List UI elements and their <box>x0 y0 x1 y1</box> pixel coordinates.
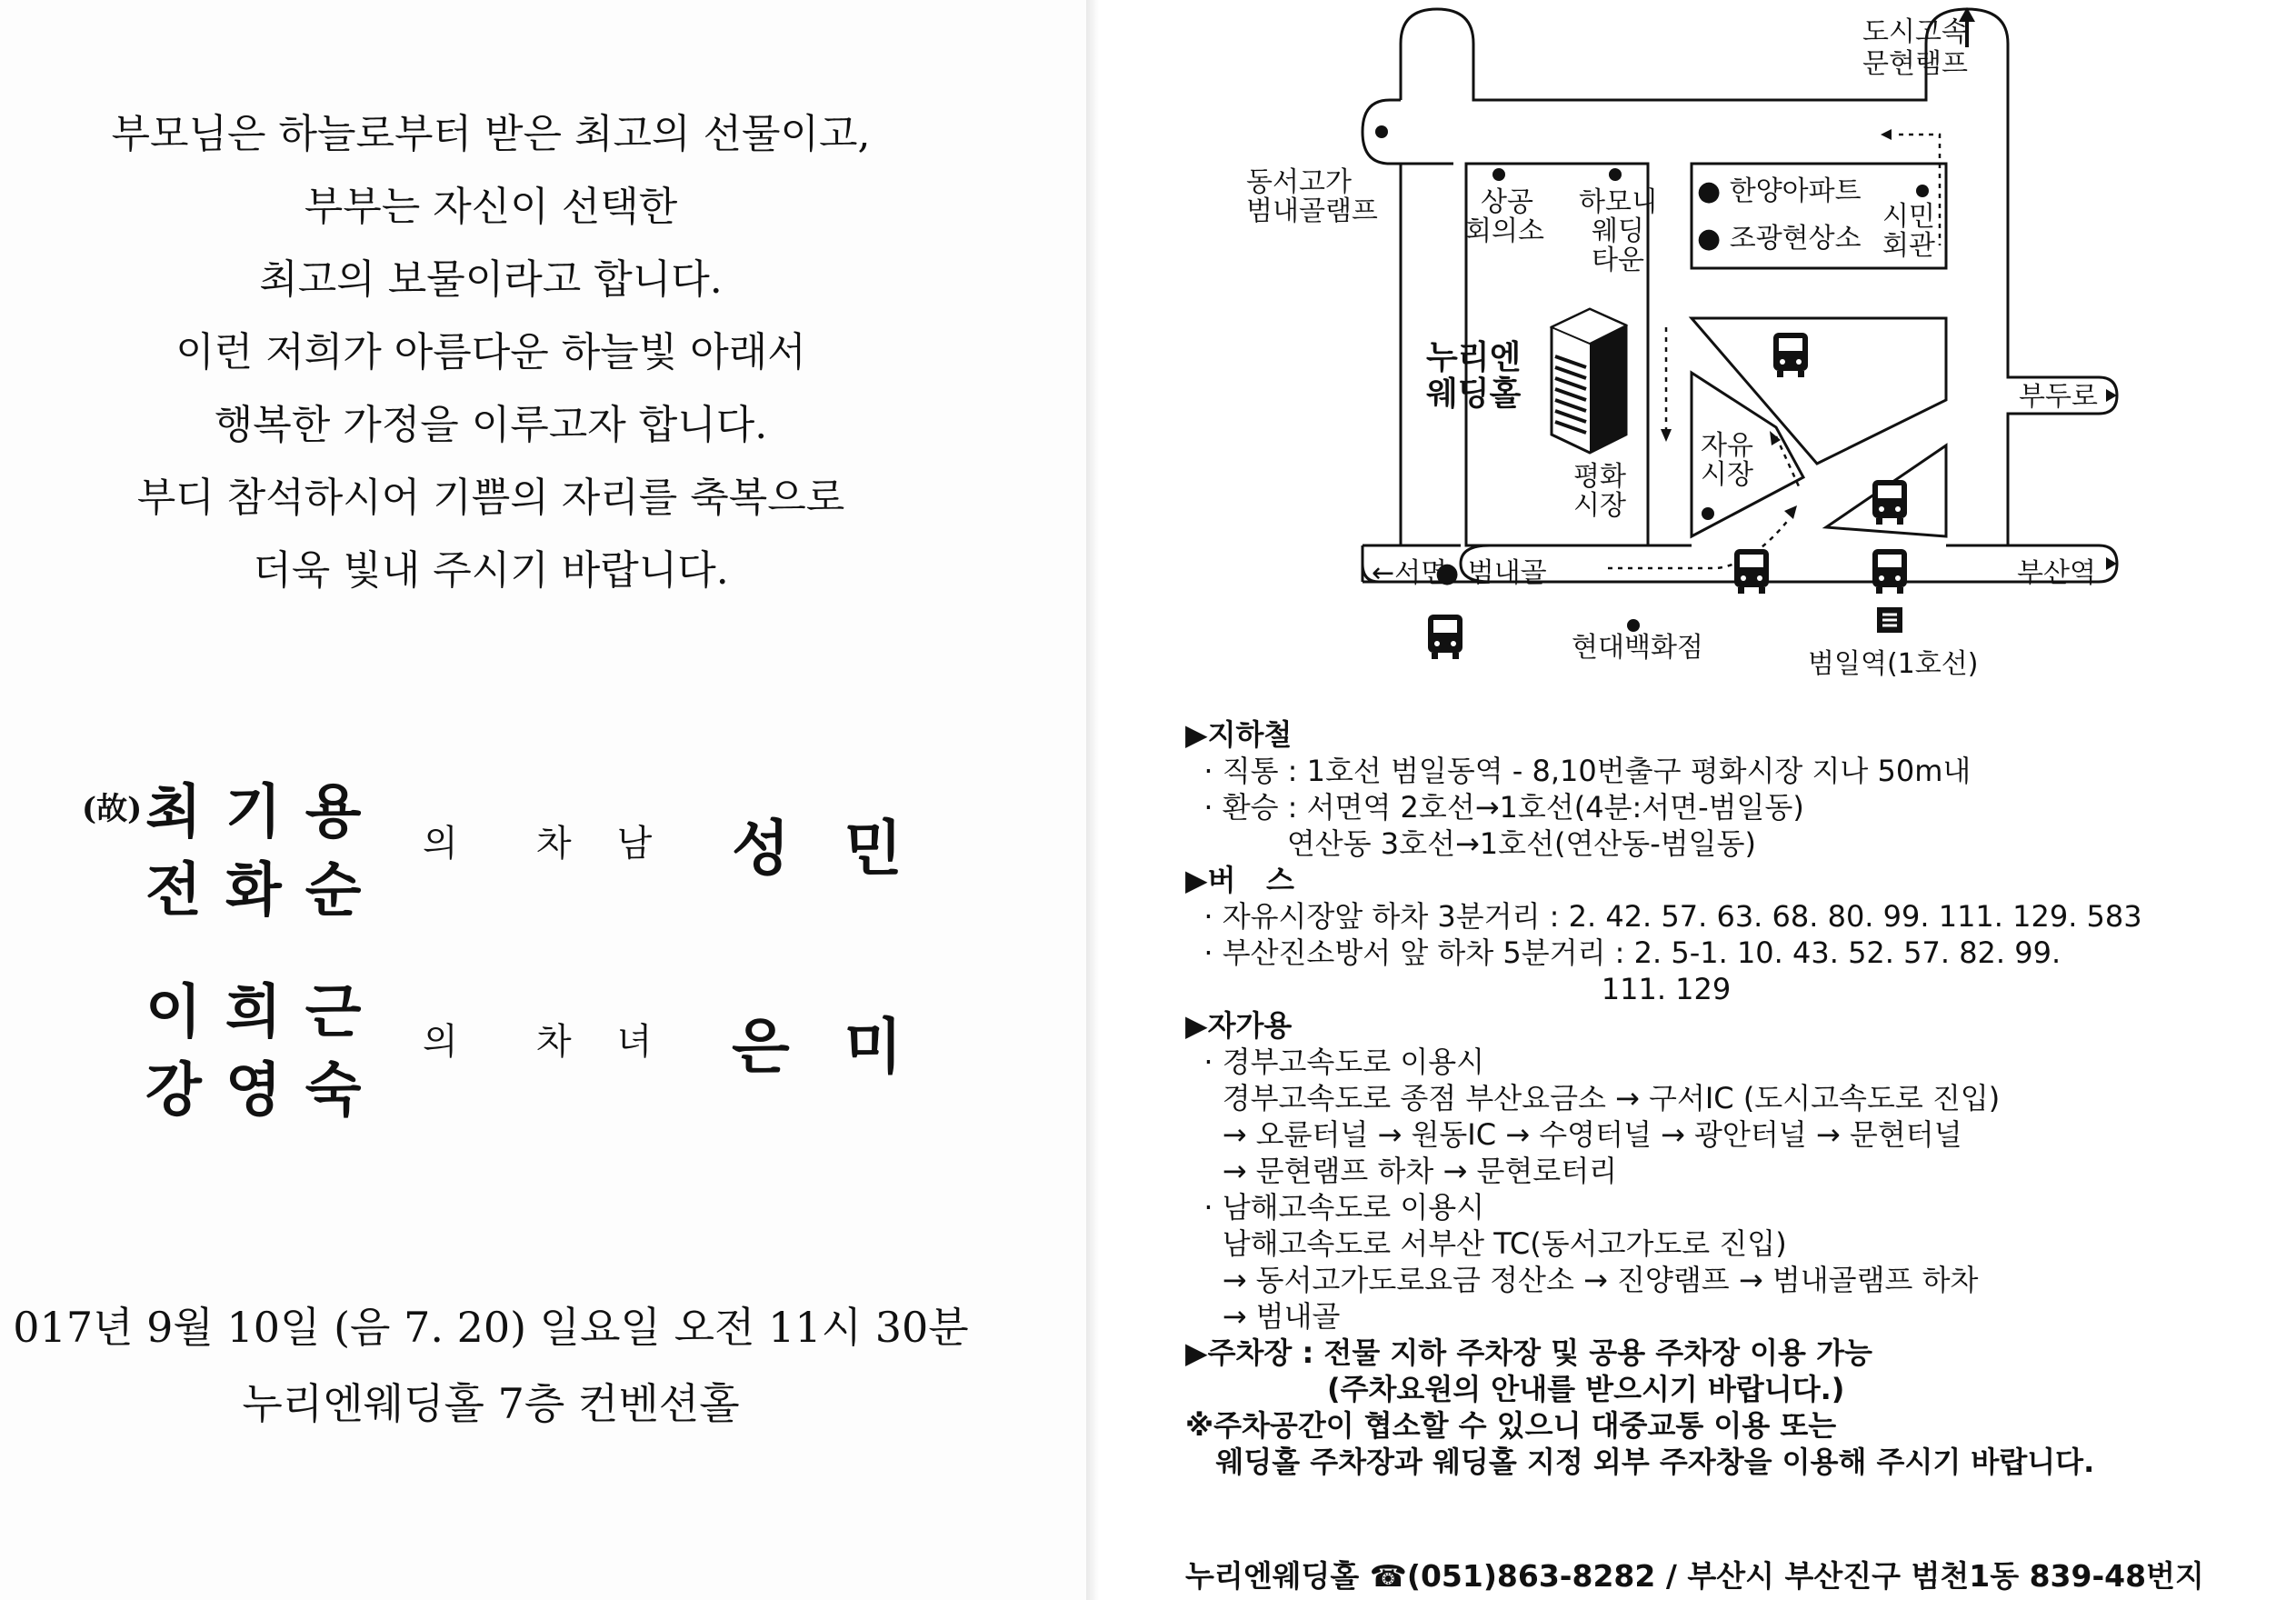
subway-heading: ▶지하철 <box>1185 717 1293 752</box>
location-map <box>1099 0 2296 718</box>
bus-route: · 자유시장앞 하차 3분거리 : 2. 42. 57. 63. 68. 80. 99. 111. 129. 583 <box>1185 899 2142 934</box>
groom-mother-name: 전화순 <box>145 856 385 925</box>
map-label-nurien: 누리엔 <box>1426 339 1522 376</box>
invitation-message <box>36 98 945 607</box>
map-label-pyeonghwa: 평화 <box>1573 461 1626 493</box>
bride-name: 은미 <box>732 1011 957 1082</box>
bride-father-name: 이희근 <box>145 978 385 1046</box>
car-route: 남해고속도로 서부산 TC(동서고가도로 진입) <box>1185 1226 1787 1261</box>
late-mark: (故) <box>82 791 143 827</box>
map-label-busan-station: 부산역 <box>2017 557 2096 589</box>
car-route: · 경부고속도로 이용시 <box>1185 1045 1485 1079</box>
map-label-jayu: 자유 <box>1701 430 1753 462</box>
card-fold <box>1086 0 1099 1600</box>
car-heading: ▶자가용 <box>1185 1008 1293 1043</box>
map-label-nurien-2: 웨딩홀 <box>1426 375 1522 413</box>
road-outline <box>1363 9 2117 582</box>
car-route: → 문현램프 하차 → 문현로터리 <box>1185 1154 1618 1188</box>
wedding-hall-building-icon <box>1552 309 1626 453</box>
map-label-harmony-3: 타운 <box>1592 245 1644 276</box>
bus-route: 111. 129 <box>1185 972 1732 1006</box>
car-route: 경부고속도로 종점 부산요금소 → 구서IC (도시고속도로 진입) <box>1185 1081 2001 1115</box>
bus-icon <box>1872 480 1907 525</box>
map-label-munhyeon-ramp: 문현램프 <box>1862 48 1968 80</box>
car-route: · 남해고속도로 이용시 <box>1185 1190 1485 1225</box>
message-line: 행복한 가정을 이루고자 합니다. <box>214 402 768 448</box>
message-line: 최고의 보물이라고 합니다. <box>259 256 723 303</box>
car-route: → 동서고가도로요금 정산소 → 진양램프 → 범내골램프 하차 <box>1185 1263 1979 1297</box>
message-line: 부모님은 하늘로부터 받은 최고의 선물이고, <box>111 111 871 157</box>
bride-relation: 차녀 <box>536 1021 698 1063</box>
map-label-budu: 부두로 <box>2019 381 2098 413</box>
message-line: 더욱 빛내 주시기 바랍니다. <box>253 547 729 594</box>
invitation-panel <box>0 0 1086 1600</box>
bus-route: · 부산진소방서 앞 하차 5분거리 : 2. 5-1. 10. 43. 52. 57. 82. 99. <box>1185 935 2061 970</box>
bus-icon <box>1428 615 1462 659</box>
groom-relation-of: 의 <box>423 823 504 865</box>
bus-icon <box>1773 333 1808 377</box>
groom-father-name: 최기용 <box>145 778 385 846</box>
subway-transfer: · 환승 : 서면역 2호선→1호선(4분:서면-범일동) <box>1185 790 1804 825</box>
map-label-sanggong-2: 회의소 <box>1465 215 1544 247</box>
directions-text <box>1185 716 2285 1480</box>
map-label-harmony: 하모니 <box>1579 186 1658 218</box>
car-route: → 오륜터널 → 원동IC → 수영터널 → 광안터널 → 문현터널 <box>1185 1117 1962 1152</box>
message-line: 부부는 자신이 선택한 <box>304 184 678 230</box>
map-label-hanyang: ● 한양아파트 <box>1697 175 1862 207</box>
groom-relation: 차남 <box>536 823 698 865</box>
message-line: 이런 저희가 아름다운 하늘빛 아래서 <box>175 329 806 375</box>
subway-direct: · 직통 : 1호선 범일동역 - 8,10번출구 평화시장 지나 50m내 <box>1185 754 1972 788</box>
message-line: 부디 참석하시어 기쁨의 자리를 축복으로 <box>136 475 845 521</box>
ceremony-date: 017년 9월 10일 (음 7. 20) 일요일 오전 11시 30분 <box>13 1303 969 1352</box>
parking-info: (주차요원의 안내를 받으시기 바랍니다.) <box>1185 1372 1845 1406</box>
map-label-jayu-2: 시장 <box>1701 459 1753 491</box>
parking-note: 웨딩홀 주차장과 웨딩홀 지정 외부 주자창을 이용해 주시기 바랍니다. <box>1185 1445 2095 1479</box>
map-label-harmony-2: 웨딩 <box>1592 215 1644 247</box>
map-label-beomil-station: 범일역(1호선) <box>1808 648 1979 680</box>
ceremony-venue: 누리엔웨딩홀 7층 컨벤션홀 <box>242 1379 740 1428</box>
map-label-simin-2: 회관 <box>1882 230 1935 262</box>
map-label-sanggong: 상공 <box>1481 186 1533 218</box>
venue-contact: 누리엔웨딩홀 ☎(051)863-8282 / 부산시 부산진구 범천1동 839-48번지 <box>1185 1558 2204 1594</box>
map-label-pyeonghwa-2: 시장 <box>1573 490 1626 522</box>
map-label-beomnaegol: ● 범내골 <box>1435 557 1547 589</box>
parking-info: ▶주차장 : 전물 지하 주차장 및 공용 주차장 이용 가능 <box>1185 1335 1872 1370</box>
bride-mother-name: 강영숙 <box>145 1056 385 1125</box>
ceremony-info <box>0 1289 982 1442</box>
subway-logo-icon <box>1877 607 1902 633</box>
bride-relation-of: 의 <box>423 1021 504 1063</box>
bus-icon <box>1734 549 1769 594</box>
bus-heading: ▶버 스 <box>1185 863 1294 897</box>
map-label-seomyeon: ←서면 <box>1372 557 1448 589</box>
parking-note: ※주차공간이 협소할 수 있으니 대중교통 이용 또는 <box>1185 1408 1837 1443</box>
map-label-jogwang: ● 조광현상소 <box>1697 223 1862 255</box>
map-label-beomnae-ramp: 범내골램프 <box>1246 195 1378 227</box>
subway-transfer: 연산동 3호선→1호선(연산동-범일동) <box>1185 826 1756 861</box>
map-label-expressway: 도시고속 <box>1862 16 1968 48</box>
map-label-dongseo: 동서고가 <box>1246 166 1352 198</box>
map-label-simin: 시민 <box>1882 201 1935 233</box>
directions-panel <box>1099 0 2296 1600</box>
car-route: → 범내골 <box>1185 1299 1341 1334</box>
map-label-hyundai: 현대백화점 <box>1572 632 1703 664</box>
groom-name: 성민 <box>732 813 957 884</box>
bus-icon <box>1872 549 1907 594</box>
